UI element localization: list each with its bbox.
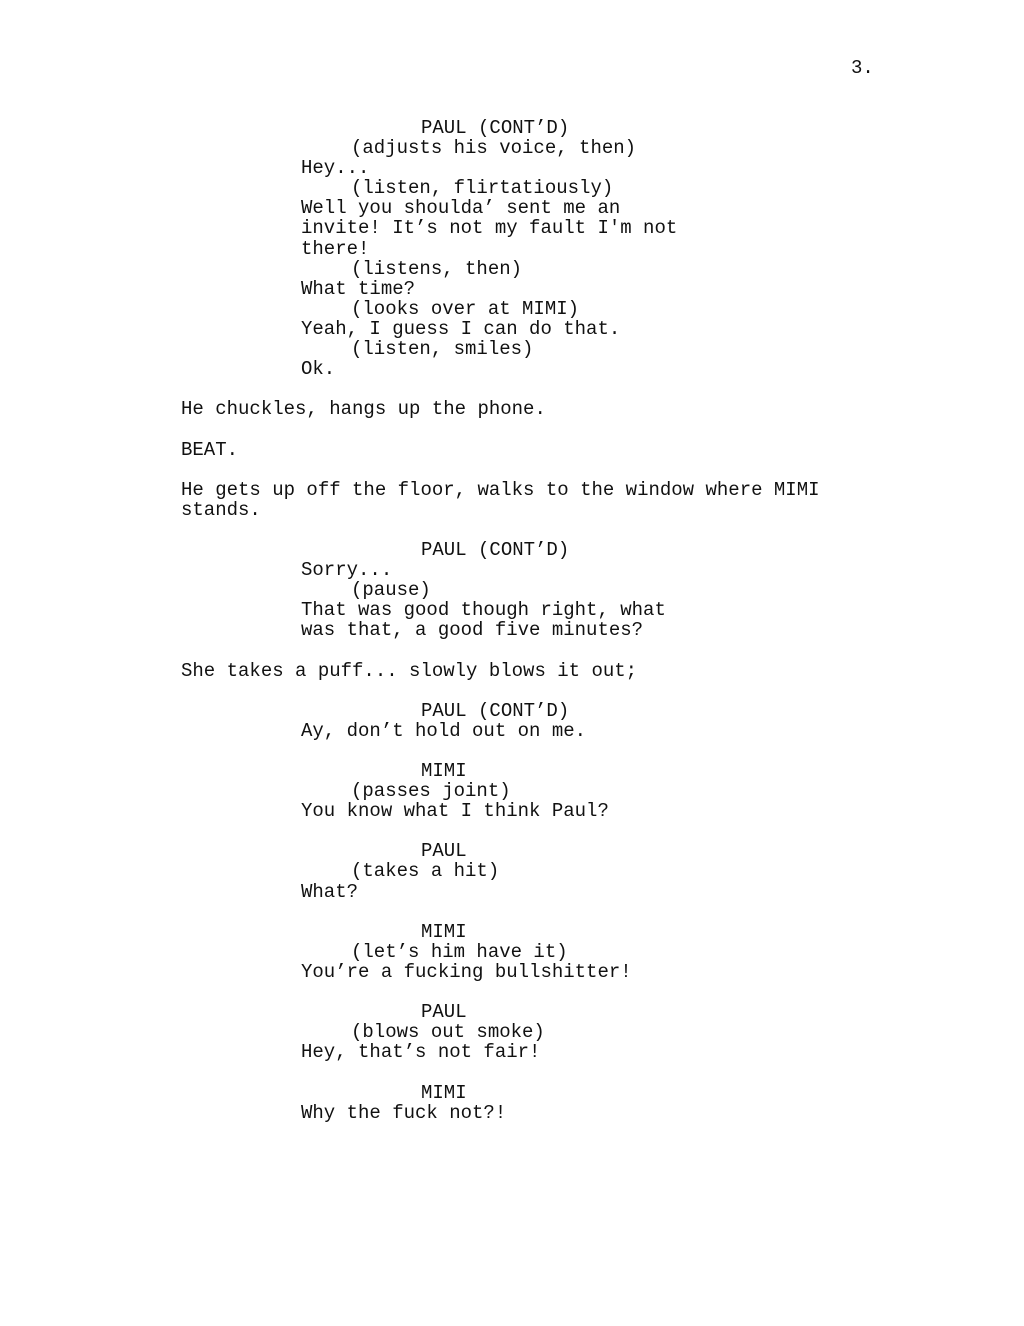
blank-line	[181, 419, 861, 439]
parenthetical-line: (listens, then)	[351, 257, 523, 280]
character-cue: MIMI	[421, 920, 467, 943]
blank-line	[181, 379, 861, 399]
dialogue-line: Well you shoulda’ sent me an	[301, 197, 621, 220]
blank-line	[181, 902, 861, 922]
dialogue-line: You’re a fucking bullshitter!	[301, 960, 632, 983]
parenthetical-line: (passes joint)	[351, 780, 511, 803]
blank-line	[181, 640, 861, 660]
character-cue: PAUL (CONT’D)	[421, 699, 570, 722]
character-cue: MIMI	[421, 760, 467, 782]
character-cue: PAUL (CONT’D)	[421, 538, 570, 561]
script-body	[181, 118, 861, 1123]
parenthetical-line: (listen, smiles)	[351, 338, 534, 361]
dialogue-line: Yeah, I guess I can do that.	[301, 317, 621, 340]
character-cue: PAUL	[421, 1001, 467, 1024]
dialogue-line: You know what I think Paul?	[301, 800, 609, 823]
parenthetical-line: (listen, flirtatiously)	[351, 177, 614, 200]
parenthetical-line: (takes a hit)	[351, 860, 500, 883]
action-line: stands.	[181, 498, 261, 521]
dialogue-line: Why the fuck not?!	[301, 1101, 507, 1124]
dialogue-line: Sorry...	[301, 559, 393, 582]
dialogue-line: That was good though right, what	[301, 599, 666, 622]
dialogue-line: What time?	[301, 277, 416, 300]
parenthetical-line: (looks over at MIMI)	[351, 297, 580, 320]
dialogue-line: there!	[301, 237, 370, 260]
page-number: 3.	[851, 57, 874, 79]
parenthetical-line: (blows out smoke)	[351, 1021, 545, 1044]
dialogue-line: Ok.	[301, 358, 336, 381]
character-cue: PAUL	[421, 840, 467, 863]
blank-line	[181, 982, 861, 1002]
dialogue-line: was that, a good five minutes?	[301, 619, 644, 642]
parenthetical-line: (adjusts his voice, then)	[351, 137, 637, 160]
dialogue-line: What?	[301, 880, 359, 903]
character-cue: PAUL (CONT’D)	[421, 117, 570, 139]
dialogue-line: invite! It’s not my fault I'm not	[301, 217, 678, 240]
dialogue-line: Hey...	[301, 157, 370, 180]
character-cue: MIMI	[421, 1081, 467, 1104]
action-line: He gets up off the floor, walks to the window where MIMI	[181, 478, 820, 501]
blank-line	[181, 741, 861, 761]
action-line: He chuckles, hangs up the phone.	[181, 398, 546, 421]
blank-line	[181, 520, 861, 540]
parenthetical-line: (let’s him have it)	[351, 940, 568, 963]
action-line: BEAT.	[181, 438, 239, 461]
blank-line	[181, 681, 861, 701]
blank-line	[181, 460, 861, 480]
parenthetical-line: (pause)	[351, 579, 431, 602]
blank-line	[181, 1062, 861, 1082]
blank-line	[181, 821, 861, 841]
dialogue-line: Hey, that’s not fair!	[301, 1041, 541, 1064]
dialogue-line: Ay, don’t hold out on me.	[301, 719, 587, 742]
action-line: She takes a puff... slowly blows it out;	[181, 659, 638, 682]
